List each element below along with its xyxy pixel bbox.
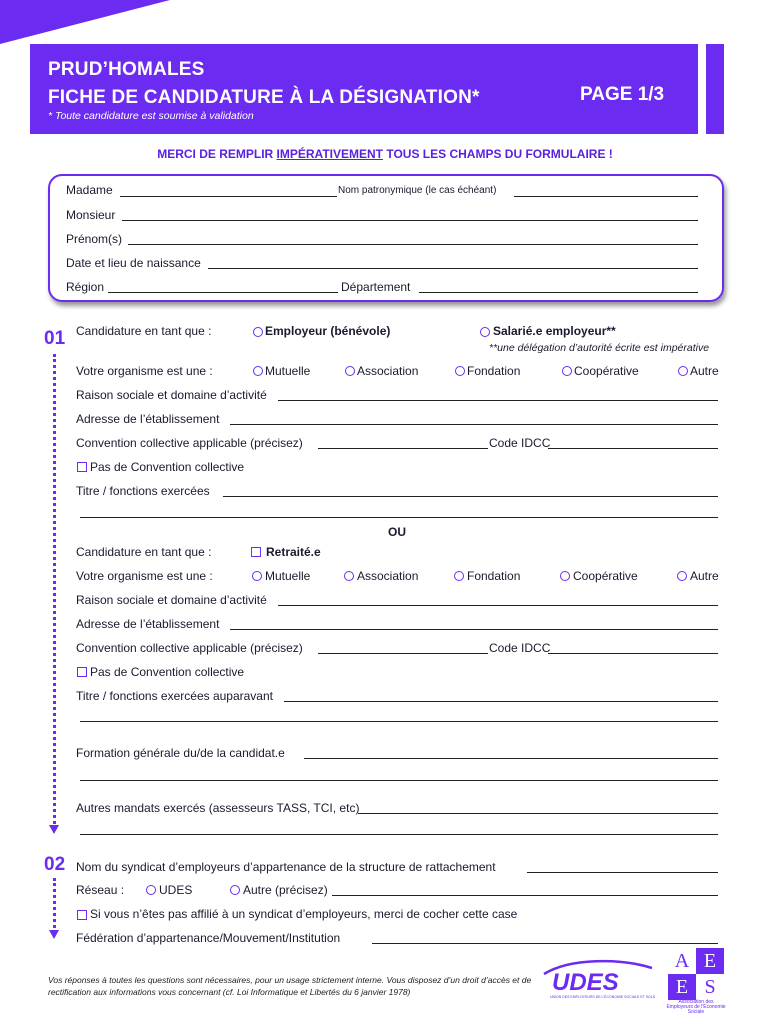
header-corner-shape bbox=[0, 0, 170, 44]
reseau-udes-radio[interactable] bbox=[146, 885, 156, 895]
syndicat-field[interactable] bbox=[527, 872, 718, 873]
org2-autre-radio[interactable] bbox=[677, 571, 687, 581]
adresse-2-label: Adresse de l’établissement bbox=[76, 617, 220, 631]
org2-autre-label: Autre bbox=[690, 569, 719, 583]
madame-field[interactable] bbox=[120, 196, 337, 197]
retraite-checkbox[interactable] bbox=[251, 547, 261, 557]
adresse-field[interactable] bbox=[230, 424, 718, 425]
region-label: Région bbox=[66, 280, 105, 294]
org-cooperative-radio[interactable] bbox=[562, 366, 572, 376]
prenom-field[interactable] bbox=[128, 244, 698, 245]
udes-logo-text: UDES bbox=[552, 969, 619, 996]
titre-label: Titre / fonctions exercées bbox=[76, 484, 210, 498]
instruction-before: MERCI DE REMPLIR bbox=[157, 147, 277, 161]
code-idcc-field[interactable] bbox=[548, 448, 718, 449]
validation-note: * Toute candidature est soumise à validation bbox=[48, 110, 254, 122]
titre-auparavant-field[interactable] bbox=[284, 701, 718, 702]
reseau-autre-field[interactable] bbox=[332, 895, 718, 896]
org-autre-radio[interactable] bbox=[678, 366, 688, 376]
udes-logo bbox=[540, 956, 655, 1000]
employeur-label: Employeur (bénévole) bbox=[265, 324, 391, 338]
candidature-label: Candidature en tant que : bbox=[76, 324, 212, 338]
monsieur-field[interactable] bbox=[122, 220, 698, 221]
madame-label: Madame bbox=[66, 183, 113, 197]
org2-mutuelle-radio[interactable] bbox=[252, 571, 262, 581]
non-affilie-label: Si vous n’êtes pas affilié à un syndicat d’employeurs, merci de cocher cette case bbox=[90, 907, 518, 921]
aees-letter-e1: E bbox=[696, 948, 724, 974]
organisme-2-label: Votre organisme est une : bbox=[76, 569, 213, 583]
salarie-label: Salarié.e employeur** bbox=[493, 324, 616, 338]
reseau-label: Réseau : bbox=[76, 883, 125, 897]
nom-patronymique-label: Nom patronymique (le cas échéant) bbox=[338, 185, 497, 196]
autres-mandats-label: Autres mandats exercés (assesseurs TASS, TCI, etc) bbox=[76, 801, 360, 815]
instruction-after: TOUS LES CHAMPS DU FORMULAIRE ! bbox=[383, 147, 613, 161]
reseau-autre-label: Autre (précisez) bbox=[243, 883, 328, 897]
section-number-02: 02 bbox=[44, 854, 66, 875]
org2-fondation-label: Fondation bbox=[467, 569, 521, 583]
formation-label: Formation générale du/de la candidat.e bbox=[76, 746, 285, 760]
org2-cooperative-radio[interactable] bbox=[560, 571, 570, 581]
pas-convention-label: Pas de Convention collective bbox=[90, 460, 245, 474]
org2-mutuelle-label: Mutuelle bbox=[265, 569, 311, 583]
section-01-dotted-line bbox=[53, 354, 56, 824]
instruction-banner bbox=[0, 147, 770, 161]
raison-sociale-field[interactable] bbox=[278, 400, 718, 401]
ou-separator: OU bbox=[388, 525, 406, 539]
pas-convention-2-checkbox[interactable] bbox=[77, 667, 87, 677]
code-idcc-label: Code IDCC bbox=[489, 436, 551, 450]
udes-logo-graphic bbox=[540, 956, 655, 1000]
formation-field-line-2[interactable] bbox=[80, 780, 718, 781]
code-idcc-2-field[interactable] bbox=[548, 653, 718, 654]
autres-mandats-field[interactable] bbox=[358, 813, 718, 814]
org2-cooperative-label: Coopérative bbox=[573, 569, 638, 583]
org-mutuelle-radio[interactable] bbox=[253, 366, 263, 376]
nom-patronymique-field[interactable] bbox=[514, 196, 698, 197]
section-01-arrow-icon bbox=[49, 825, 59, 834]
section-number-01: 01 bbox=[44, 328, 66, 349]
monsieur-label: Monsieur bbox=[66, 208, 116, 222]
aees-logo bbox=[666, 946, 726, 1015]
org2-association-label: Association bbox=[357, 569, 419, 583]
page-number: PAGE 1/3 bbox=[580, 84, 665, 105]
title-line-1: PRUD’HOMALES bbox=[48, 59, 205, 80]
convention-2-label: Convention collective applicable (précisez) bbox=[76, 641, 303, 655]
org-mutuelle-label: Mutuelle bbox=[265, 364, 311, 378]
section-02-arrow-icon bbox=[49, 930, 59, 939]
footer-privacy-note: Vos réponses à toutes les questions sont nécessaires, pour un usage strictement interne. Vous disposez d’un droit d’accès et de rectification aux informations vous concernant (cf. Loi Informatique et Libertés du 6 janvier 1978) bbox=[48, 975, 532, 997]
raison-sociale-2-field[interactable] bbox=[278, 605, 718, 606]
org-autre-label: Autre bbox=[690, 364, 719, 378]
convention-label: Convention collective applicable (précisez) bbox=[76, 436, 303, 450]
candidature-retraite-label: Candidature en tant que : bbox=[76, 545, 212, 559]
autres-mandats-field-line-2[interactable] bbox=[80, 834, 718, 835]
naissance-label: Date et lieu de naissance bbox=[66, 256, 201, 270]
reseau-udes-label: UDES bbox=[159, 883, 193, 897]
non-affilie-checkbox[interactable] bbox=[77, 910, 87, 920]
reseau-autre-radio[interactable] bbox=[230, 885, 240, 895]
aees-caption: Association des Employeurs de l'Économie Sociale bbox=[666, 999, 726, 1015]
federation-field[interactable] bbox=[372, 943, 718, 944]
org-fondation-radio[interactable] bbox=[455, 366, 465, 376]
pas-convention-2-label: Pas de Convention collective bbox=[90, 665, 245, 679]
raison-sociale-2-label: Raison sociale et domaine d’activité bbox=[76, 593, 267, 607]
salarie-note: **une délégation d’autorité écrite est impérative bbox=[489, 342, 710, 354]
formation-field[interactable] bbox=[304, 758, 718, 759]
salarie-radio[interactable] bbox=[480, 327, 490, 337]
retraite-label: Retraité.e bbox=[266, 545, 321, 559]
organisme-label: Votre organisme est une : bbox=[76, 364, 213, 378]
departement-label: Département bbox=[341, 280, 411, 294]
employeur-radio[interactable] bbox=[253, 327, 263, 337]
adresse-label: Adresse de l’établissement bbox=[76, 412, 220, 426]
instruction-emphasis: IMPÉRATIVEMENT bbox=[276, 147, 383, 161]
titre-field-line-2[interactable] bbox=[80, 517, 718, 518]
code-idcc-2-label: Code IDCC bbox=[489, 641, 551, 655]
syndicat-label: Nom du syndicat d’employeurs d’appartenance de la structure de rattachement bbox=[76, 860, 496, 874]
convention-2-field[interactable] bbox=[318, 653, 488, 654]
pas-convention-checkbox[interactable] bbox=[77, 462, 87, 472]
udes-logo-tagline: UNION DES EMPLOYEURS DE L'ÉCONOMIE SOCIALE ET SOLIDAIRE bbox=[550, 995, 655, 999]
convention-field[interactable] bbox=[318, 448, 488, 449]
org-association-label: Association bbox=[357, 364, 419, 378]
titre-auparavant-label: Titre / fonctions exercées auparavant bbox=[76, 689, 273, 703]
org-association-radio[interactable] bbox=[345, 366, 355, 376]
aees-letter-s: S bbox=[704, 976, 716, 998]
aees-letter-e2: E bbox=[668, 974, 696, 1000]
titre-field[interactable] bbox=[223, 496, 718, 497]
section-02-dotted-line bbox=[53, 878, 56, 928]
header-side-tab bbox=[706, 44, 724, 134]
naissance-field[interactable] bbox=[208, 268, 698, 269]
page-title bbox=[48, 56, 480, 112]
federation-label: Fédération d’appartenance/Mouvement/Institution bbox=[76, 931, 341, 945]
raison-sociale-label: Raison sociale et domaine d’activité bbox=[76, 388, 267, 402]
title-line-2: FICHE DE CANDIDATURE À LA DÉSIGNATION* bbox=[48, 87, 480, 108]
adresse-2-field[interactable] bbox=[230, 629, 718, 630]
org-cooperative-label: Coopérative bbox=[574, 364, 639, 378]
org-fondation-label: Fondation bbox=[467, 364, 521, 378]
prenom-label: Prénom(s) bbox=[66, 232, 123, 246]
departement-field[interactable] bbox=[419, 292, 698, 293]
org2-fondation-radio[interactable] bbox=[454, 571, 464, 581]
titre-auparavant-field-line-2[interactable] bbox=[80, 721, 718, 722]
aees-letter-a: A bbox=[674, 950, 690, 972]
org2-association-radio[interactable] bbox=[344, 571, 354, 581]
region-field[interactable] bbox=[108, 292, 338, 293]
